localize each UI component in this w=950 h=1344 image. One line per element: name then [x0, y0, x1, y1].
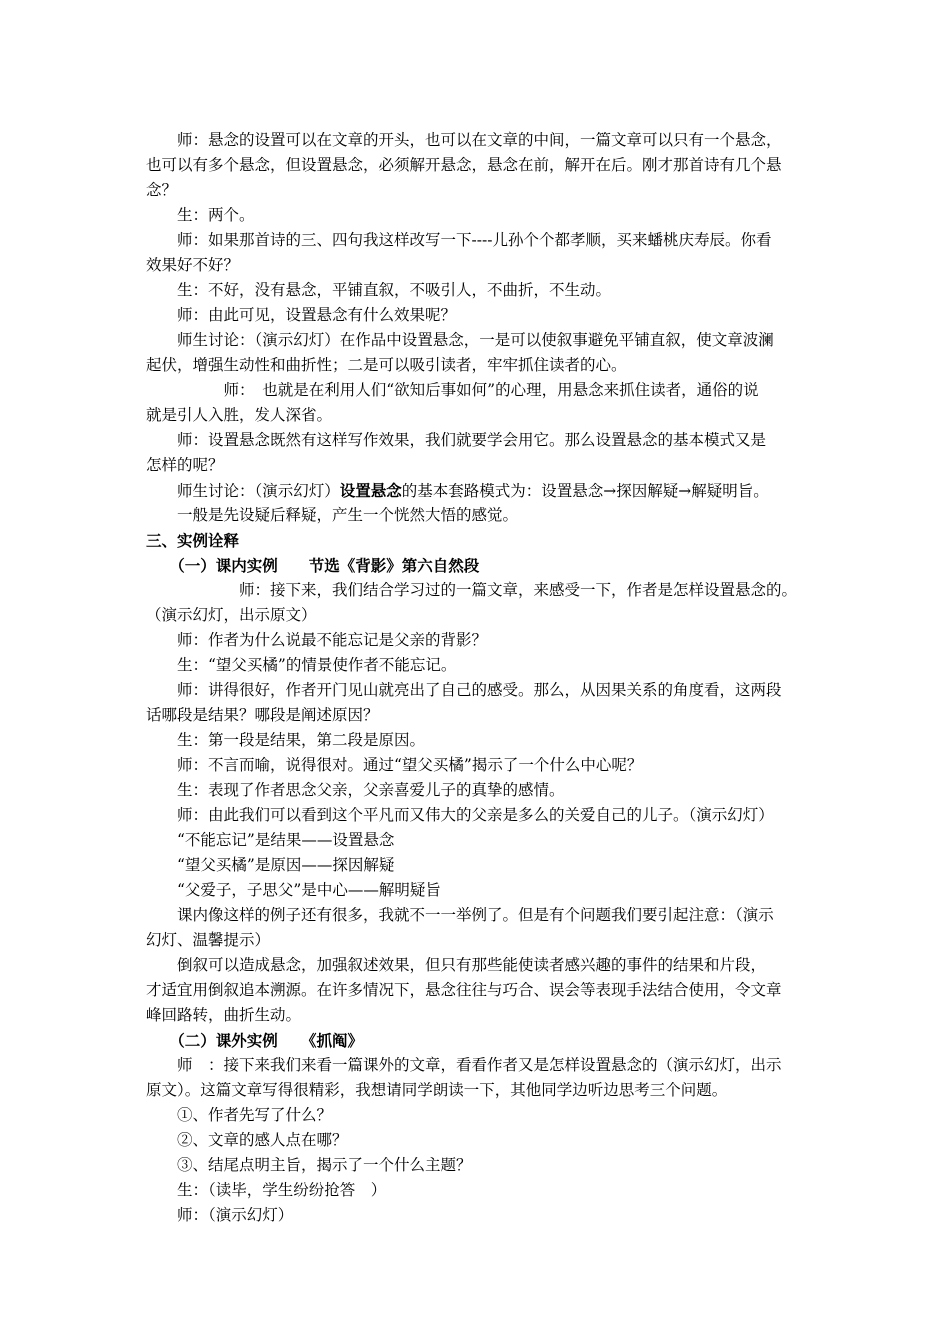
paragraph-line: 师：（演示幻灯） [146, 1206, 294, 1224]
subsection-heading: （一）课内实例 节选《背影》第六自然段 [146, 556, 480, 575]
paragraph-line: 原文）。这篇文章写得很精彩，我想请同学朗读一下，其他同学边听边思考三个问题。 [146, 1081, 728, 1099]
paragraph-line: 课内像这样的例子还有很多，我就不一一举例了。但是有个问题我们要引起注意：（演示 [146, 906, 774, 924]
paragraph-line: 才适宜用倒叙追本溯源。在许多情况下，悬念往往与巧合、误会等表现手法结合使用，令文章 [146, 981, 782, 999]
paragraph-line: 师：悬念的设置可以在文章的开头，也可以在文章的中间，一篇文章可以只有一个悬念， [146, 131, 782, 149]
paragraph-line: 一般是先设疑后释疑，产生一个恍然大悟的感觉。 [146, 506, 519, 524]
paragraph-line: 师：作者为什么说最不能忘记是父亲的背影？ [146, 631, 488, 649]
paragraph-line: 就是引人入胜，发人深省。 [146, 406, 333, 424]
list-item: ②、文章的感人点在哪？ [146, 1131, 348, 1149]
discussion-prefix: 师生讨论：（演示幻灯） [146, 482, 340, 500]
paragraph-line: （演示幻灯，出示原文） [146, 606, 317, 624]
subsection-heading: （二）课外实例 《抓阄》 [146, 1031, 364, 1050]
paragraph-line: 倒叙可以造成悬念，加强叙述效果，但只有那些能使读者感兴趣的事件的结果和片段， [146, 956, 767, 974]
paragraph-line: 生：“望父买橘”的情景使作者不能忘记。 [146, 656, 457, 674]
paragraph-line: 生：表现了作者思念父亲，父亲喜爱儿子的真挚的感情。 [146, 781, 565, 799]
list-item: ①、作者先写了什么？ [146, 1106, 333, 1124]
paragraph-line: 效果好不好？ [146, 256, 240, 274]
paragraph-line: 幻灯、温馨提示） [146, 931, 271, 949]
paragraph-line: 师：讲得很好，作者开门见山就亮出了自己的感受。那么，从因果关系的角度看，这两段 [146, 681, 782, 699]
paragraph-line: 话哪段是结果？哪段是阐述原因？ [146, 706, 379, 724]
paragraph-line: “望父买橘”是原因——探因解疑 [146, 856, 395, 874]
section-heading: 三、实例诠释 [146, 531, 240, 550]
discussion-suffix: 的基本套路模式为：设置悬念→探因解疑→解疑明旨。 [401, 482, 769, 500]
paragraph-line: “不能忘记”是结果——设置悬念 [146, 831, 395, 849]
paragraph-line: 也可以有多个悬念，但设置悬念，必须解开悬念，悬念在前，解开在后。刚才那首诗有几个悬 [146, 156, 782, 174]
paragraph-line: 生：第一段是结果，第二段是原因。 [146, 731, 426, 749]
paragraph-line: 师 ：接下来我们来看一篇课外的文章，看看作者又是怎样设置悬念的（演示幻灯，出示 [146, 1056, 782, 1074]
paragraph-line: 师：由此我们可以看到这个平凡而又伟大的父亲是多么的关爱自己的儿子。（演示幻灯） [146, 806, 774, 824]
paragraph-line: 生：不好，没有悬念，平铺直叙，不吸引人，不曲折，不生动。 [146, 281, 612, 299]
paragraph-line: 起伏，增强生动性和曲折性；二是可以吸引读者，牢牢抓住读者的心。 [146, 356, 627, 374]
paragraph-line: 生：两个。 [146, 206, 255, 224]
paragraph-line: 师：如果那首诗的三、四句我这样改写一下----儿孙个个都孝顺，买来蟠桃庆寿辰。你看 [146, 231, 772, 249]
list-item: ③、结尾点明主旨，揭示了一个什么主题？ [146, 1156, 472, 1174]
discussion-bold-term: 设置悬念 [339, 481, 402, 500]
paragraph-line: 师：不言而喻，说得很对。通过“望父买橘”揭示了一个什么中心呢？ [146, 756, 643, 774]
paragraph-line: 师生讨论：（演示幻灯）在作品中设置悬念，一是可以使叙事避免平铺直叙，使文章波澜 [146, 331, 774, 349]
paragraph-line: 念？ [146, 181, 178, 199]
paragraph-line: 师：设置悬念既然有这样写作效果，我们就要学会用它。那么设置悬念的基本模式又是 [146, 431, 767, 449]
paragraph-line: 师： 也就是在利用人们“欲知后事如何”的心理，用悬念来抓住读者，通俗的说 [146, 381, 759, 399]
paragraph-line: 峰回路转，曲折生动。 [146, 1006, 302, 1024]
paragraph-line: 生：（读毕，学生纷纷抢答 ） [146, 1181, 387, 1199]
paragraph-line: 师：接下来，我们结合学习过的一篇文章，来感受一下，作者是怎样设置悬念的。 [146, 581, 798, 599]
paragraph-line: 怎样的呢？ [146, 456, 224, 474]
paragraph-line: 师：由此可见，设置悬念有什么效果呢？ [146, 306, 457, 324]
paragraph-line: “父爱子，子思父”是中心——解明疑旨 [146, 881, 441, 899]
discussion-line [146, 478, 814, 505]
